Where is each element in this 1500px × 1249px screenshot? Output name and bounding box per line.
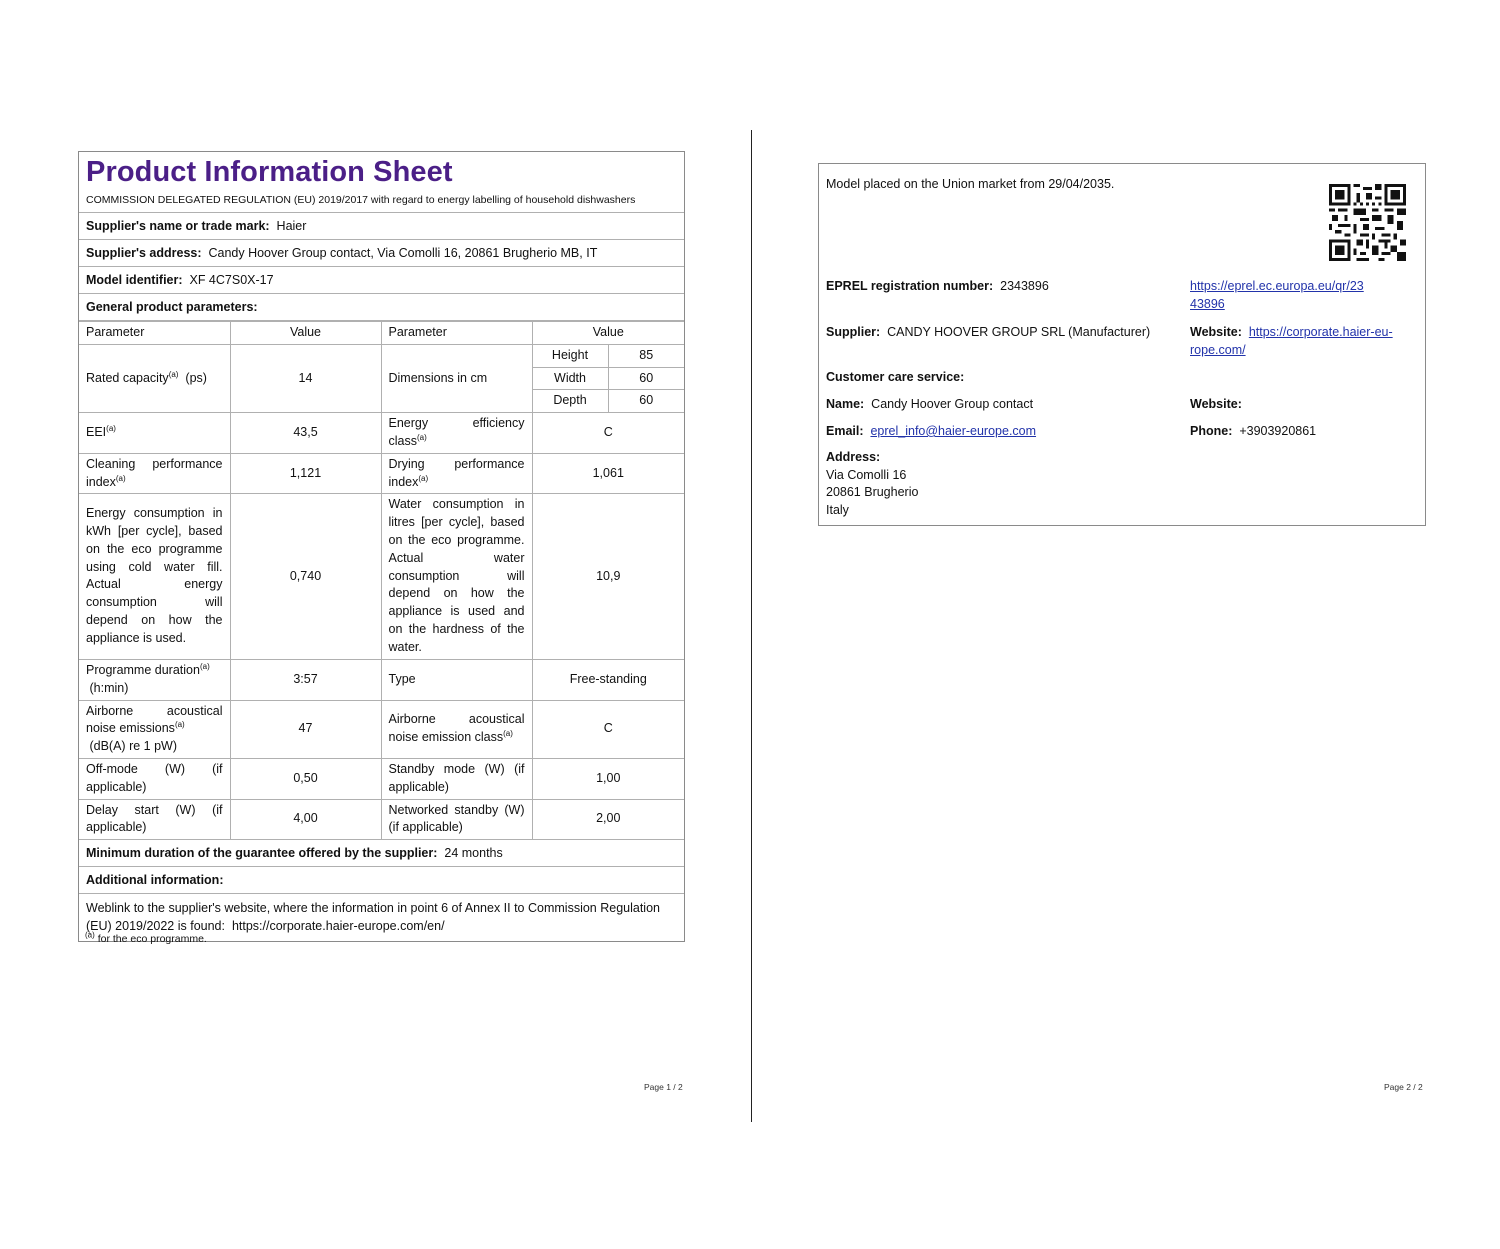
website-link-line-1[interactable]: https://corporate.haier-eu- — [1248, 325, 1393, 339]
eei-value: 43,5 — [230, 413, 381, 454]
rated-capacity-value: 14 — [230, 344, 381, 412]
additional-info-label: Additional information: — [86, 873, 224, 888]
general-parameters-row — [79, 294, 684, 321]
supplier-name-label: Supplier's name or trade mark: — [86, 219, 270, 233]
supplier-address-value: Candy Hoover Group contact, Via Comolli 16, 20861 Brugherio MB, IT — [208, 246, 598, 260]
energy-consumption-value: 0,740 — [230, 494, 381, 659]
general-parameters-label: General product parameters: — [86, 300, 258, 314]
supplier-value: CANDY HOOVER GROUP SRL (Manufacturer) — [887, 325, 1151, 339]
address-line-3: Italy — [826, 502, 849, 517]
networked-standby-label: Networked standby (W) (if applicable) — [381, 799, 532, 840]
drying-index-label: Drying performance index$^{(a)}$ — [381, 453, 532, 494]
table-row — [79, 758, 684, 799]
placed-on-market: Model placed on the Union market from 29/04/2035. — [826, 177, 1115, 191]
regulation-text: COMMISSION DELEGATED REGULATION (EU) 2019/2017 with regard to energy labelling of household dishwashers — [86, 194, 636, 206]
supplier-name-row — [79, 213, 684, 240]
cleaning-index-value: 1,121 — [230, 453, 381, 494]
email-row — [826, 423, 1036, 441]
phone-value: +3903920861 — [1239, 424, 1317, 438]
programme-duration-value: 3:57 — [230, 659, 381, 700]
address-label: Address: — [826, 450, 881, 464]
noise-emissions-value: 47 — [230, 700, 381, 758]
weblink-text: Weblink to the supplier's website, where the information in point 6 of Annex II to Commission Regulation (EU) 2019/2022 is found: — [86, 901, 660, 933]
eprel-link — [1190, 278, 1364, 313]
header-parameter-2: Parameter — [381, 322, 532, 345]
table-row — [79, 494, 684, 659]
rated-capacity-label: Rated capacity$^{(a)}$ (ps) — [79, 344, 230, 412]
website-row — [1190, 324, 1393, 359]
table-row — [79, 700, 684, 758]
website-label: Website: — [1190, 325, 1242, 339]
model-identifier-row — [79, 267, 684, 294]
height-label: Height — [532, 344, 608, 367]
website-2-label: Website: — [1190, 397, 1242, 411]
cleaning-index-label: Cleaning performance index$^{(a)}$ — [79, 453, 230, 494]
height-value: 85 — [608, 344, 684, 367]
supplier-label: Supplier: — [826, 325, 881, 339]
name-row — [826, 396, 1033, 414]
energy-consumption-label: Energy consumption in kWh [per cycle], based on the eco programme using cold water fill. Actual energy consumption will depend on how the appliance is used. — [79, 494, 230, 659]
model-identifier-label: Model identifier: — [86, 273, 183, 287]
off-mode-value: 0,50 — [230, 758, 381, 799]
header-value: Value — [230, 322, 381, 345]
table-row — [79, 799, 684, 840]
weblink-url[interactable]: https://corporate.haier-europe.com/en/ — [231, 918, 445, 933]
address-line-1: Via Comolli 16 — [826, 467, 907, 482]
drying-index-value: 1,061 — [532, 453, 684, 494]
phone-row — [1190, 423, 1316, 441]
energy-class-value: C — [532, 413, 684, 454]
website-2-row — [1190, 396, 1242, 414]
guarantee-row — [79, 840, 684, 867]
water-consumption-label: Water consumption in litres [per cycle], based on the eco programme. Actual water consumption will depend on how the appliance is used and on the hardness of the water. — [381, 494, 532, 659]
additional-info-row — [79, 867, 684, 894]
energy-class-label: Energy efficiency class$^{(a)}$ — [381, 413, 532, 454]
water-consumption-value: 10,9 — [532, 494, 684, 659]
footnote — [85, 930, 207, 945]
name-value: Candy Hoover Group contact — [871, 397, 1034, 411]
off-mode-label: Off-mode (W) (if applicable) — [79, 758, 230, 799]
noise-emissions-label: Airborne acoustical noise emissions$^{(a)}$ (dB(A) re 1 pW) — [79, 700, 230, 758]
table-row — [79, 413, 684, 454]
table-header-row — [79, 322, 684, 345]
dimensions-label: Dimensions in cm — [381, 344, 532, 412]
table-row — [79, 453, 684, 494]
page-number-1: Page 1 / 2 — [644, 1082, 683, 1092]
type-label: Type — [381, 659, 532, 700]
footnote-text: for the eco programme. — [97, 933, 207, 945]
footnote-marker: (a) — [85, 930, 95, 940]
name-label: Name: — [826, 397, 865, 411]
delay-start-value: 4,00 — [230, 799, 381, 840]
header-parameter: Parameter — [79, 322, 230, 345]
address-line-2: 20861 Brugherio — [826, 485, 919, 499]
qr-code-icon[interactable] — [1329, 184, 1406, 261]
eei-label: EEI$^{(a)}$ — [79, 413, 230, 454]
width-value: 60 — [608, 367, 684, 390]
type-value: Free-standing — [532, 659, 684, 700]
phone-label: Phone: — [1190, 424, 1233, 438]
programme-duration-label: Programme duration$^{(a)}$ (h:min) — [79, 659, 230, 700]
guarantee-value: 24 months — [444, 846, 503, 861]
eprel-number: 2343896 — [1000, 279, 1049, 293]
header-value-2: Value — [532, 322, 684, 345]
table-row — [79, 659, 684, 700]
supplier-address-label: Supplier's address: — [86, 246, 202, 260]
customer-care-heading: Customer care service: — [826, 370, 965, 384]
email-label: Email: — [826, 424, 864, 438]
page-divider — [751, 130, 752, 1122]
page-title: Product Information Sheet — [86, 156, 453, 188]
table-row — [79, 344, 684, 367]
delay-start-label: Delay start (W) (if applicable) — [79, 799, 230, 840]
page-2-box — [818, 163, 1426, 526]
depth-value: 60 — [608, 390, 684, 413]
networked-standby-value: 2,00 — [532, 799, 684, 840]
width-label: Width — [532, 367, 608, 390]
supplier-row — [826, 324, 1150, 342]
noise-class-label: Airborne acoustical noise emission class$^{(a)}$ — [381, 700, 532, 758]
product-information-sheet — [78, 151, 685, 942]
eprel-row — [826, 278, 1049, 296]
supplier-name-value: Haier — [276, 219, 307, 233]
eprel-label: EPREL registration number: — [826, 279, 994, 293]
eprel-link-line-1[interactable]: https://eprel.ec.europa.eu/qr/23 — [1190, 279, 1364, 293]
title-block — [79, 152, 684, 213]
guarantee-label: Minimum duration of the guarantee offered by the supplier: — [86, 846, 438, 861]
standby-value: 1,00 — [532, 758, 684, 799]
depth-label: Depth — [532, 390, 608, 413]
model-identifier-value: XF 4C7S0X-17 — [189, 273, 274, 287]
noise-class-value: C — [532, 700, 684, 758]
standby-label: Standby mode (W) (if applicable) — [381, 758, 532, 799]
email-link[interactable]: eprel_info@haier-europe.com — [870, 424, 1037, 438]
parameters-table — [79, 321, 684, 840]
page-number-2: Page 2 / 2 — [1384, 1082, 1423, 1092]
supplier-address-row — [79, 240, 684, 267]
website-link-line-2[interactable]: rope.com/ — [1190, 342, 1246, 357]
eprel-link-line-2[interactable]: 43896 — [1190, 296, 1225, 311]
address-block — [826, 449, 918, 519]
